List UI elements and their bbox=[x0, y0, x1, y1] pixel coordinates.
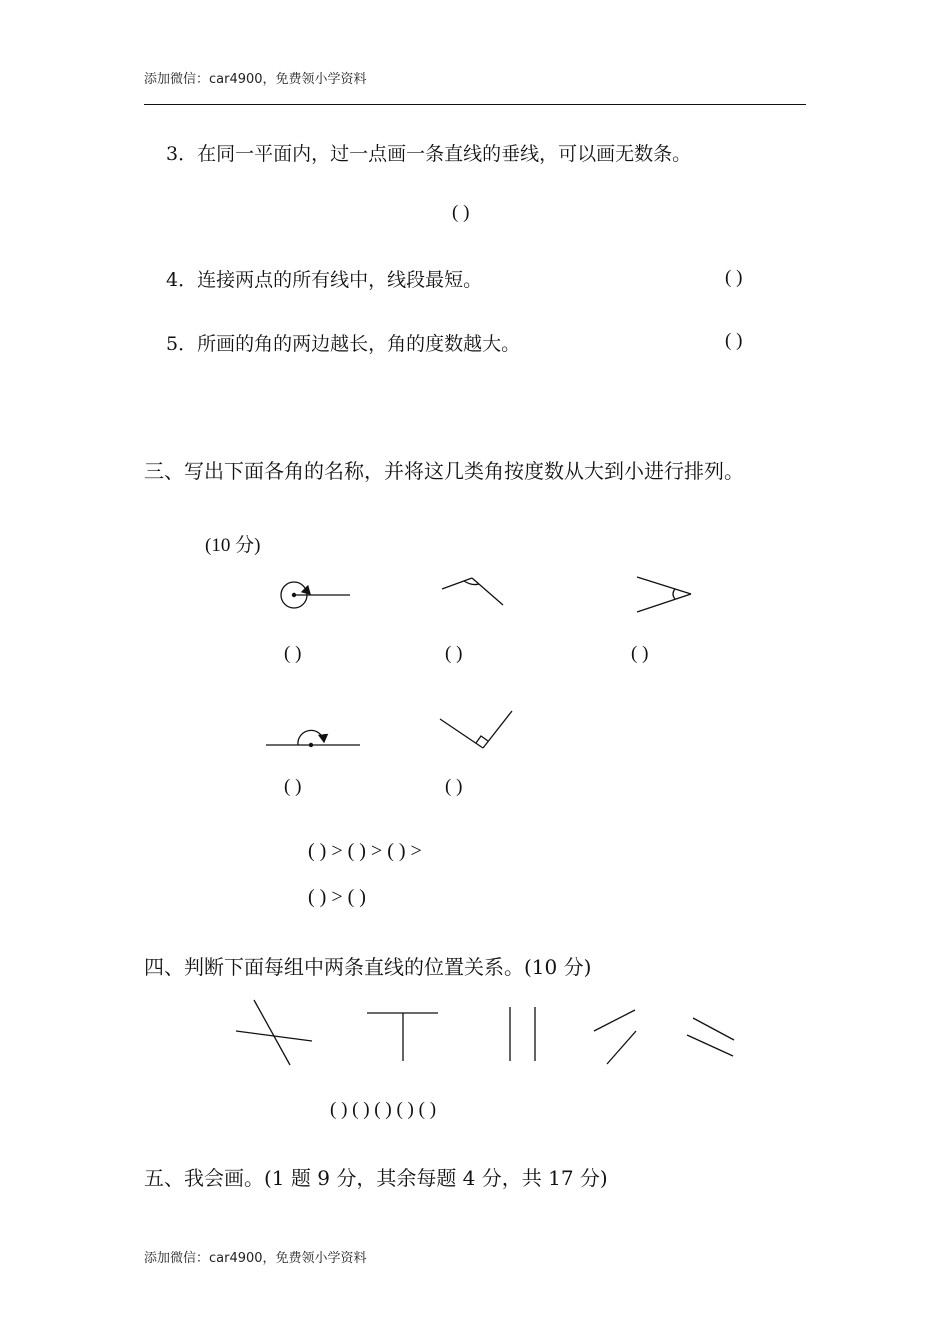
question-3: 3．在同一平面内，过一点画一条直线的垂线，可以画无数条。 bbox=[166, 143, 692, 165]
question-5: 5．所画的角的两边越长，角的度数越大。 bbox=[166, 333, 521, 355]
section-4-title: 四、判断下面每组中两条直线的位置关系。(10 分) bbox=[144, 955, 592, 979]
question-4: 4．连接两点的所有线中，线段最短。 bbox=[166, 269, 483, 291]
acute-angle-figure bbox=[637, 577, 691, 612]
section-3-score: (10 分) bbox=[205, 535, 261, 556]
right-angle-blank[interactable]: ( ) bbox=[445, 776, 463, 797]
straight-angle-figure bbox=[266, 730, 360, 747]
line-relation-blanks[interactable]: ( ) ( ) ( ) ( ) ( ) bbox=[330, 1099, 437, 1120]
answer-blank-4[interactable]: ( ) bbox=[725, 267, 743, 288]
answer-blank-5[interactable]: ( ) bbox=[725, 330, 743, 351]
order-line-2[interactable]: ( ) > ( ) bbox=[308, 886, 366, 908]
round-angle-blank[interactable]: ( ) bbox=[284, 643, 302, 664]
acute-angle-blank[interactable]: ( ) bbox=[631, 643, 649, 664]
perpendicular-lines-figure bbox=[367, 1013, 438, 1061]
obtuse-angle-figure bbox=[442, 578, 503, 605]
round-angle-figure bbox=[281, 582, 350, 608]
parallel-vertical-lines-figure bbox=[510, 1007, 535, 1061]
page-footer: 添加微信：car4900，免费领小学资料 bbox=[144, 1251, 367, 1266]
order-line-1[interactable]: ( ) > ( ) > ( ) > bbox=[308, 840, 422, 862]
non-parallel-lines-figure bbox=[594, 1010, 636, 1064]
page-header: 添加微信：car4900，免费领小学资料 bbox=[144, 72, 367, 87]
answer-blank-3[interactable]: ( ) bbox=[452, 202, 470, 223]
intersecting-lines-figure bbox=[236, 1000, 312, 1065]
right-angle-figure bbox=[440, 711, 512, 748]
obtuse-angle-blank[interactable]: ( ) bbox=[445, 643, 463, 664]
straight-angle-blank[interactable]: ( ) bbox=[284, 776, 302, 797]
section-5-title: 五、我会画。(1 题 9 分，其余每题 4 分，共 17 分) bbox=[144, 1166, 608, 1190]
parallel-diagonal-lines-figure bbox=[687, 1018, 734, 1056]
section-3-title: 三、写出下面各角的名称，并将这几类角按度数从大到小进行排列。 bbox=[144, 459, 744, 483]
